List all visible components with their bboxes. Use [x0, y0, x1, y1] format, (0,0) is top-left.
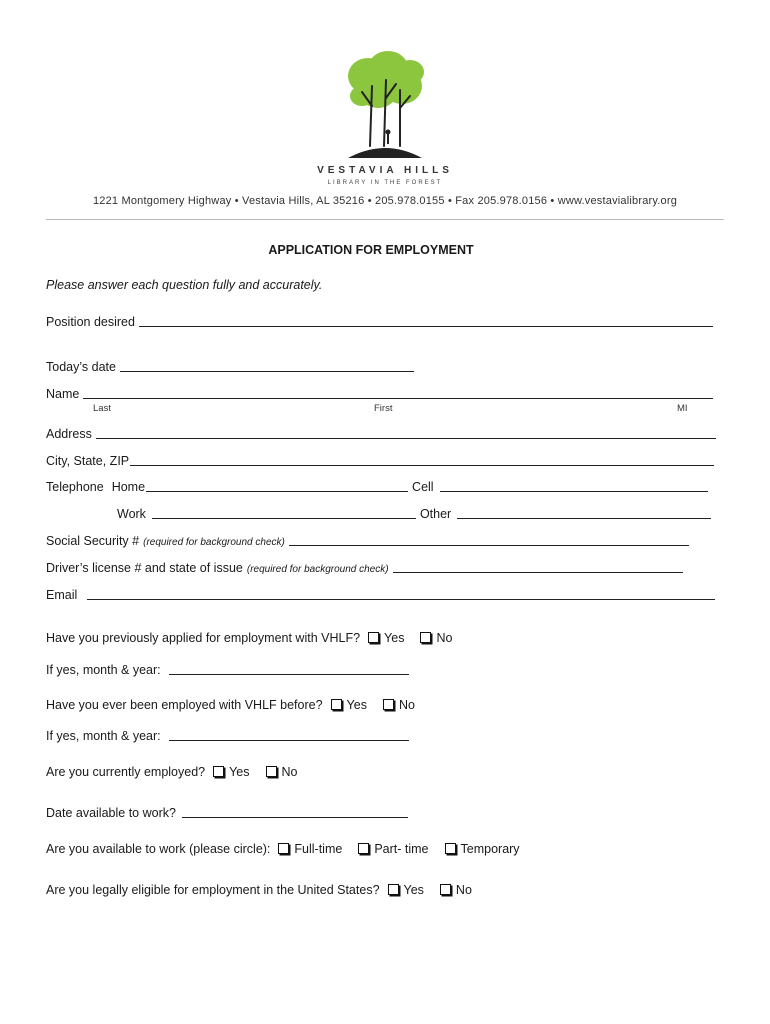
form-title: APPLICATION FOR EMPLOYMENT — [268, 243, 474, 257]
cell-phone-field[interactable] — [440, 478, 708, 492]
drivers-license-row — [46, 559, 683, 575]
cell-label: Cell — [412, 480, 434, 494]
name-first-caption: First — [374, 403, 393, 414]
eligible-yes-label: Yes — [403, 883, 424, 897]
employed-when-label: If yes, month & year: — [46, 729, 161, 743]
currently-employed-question — [46, 765, 306, 779]
today-date-field[interactable] — [120, 358, 414, 372]
availability-question — [46, 842, 528, 856]
employed-before-yes-checkbox[interactable] — [331, 699, 342, 710]
applied-before-yes-checkbox[interactable] — [368, 632, 379, 643]
applied-before-no-label: No — [436, 631, 453, 645]
applied-before-no-checkbox[interactable] — [420, 632, 431, 643]
full-time-label: Full-time — [294, 842, 343, 856]
part-time-checkbox[interactable] — [358, 843, 369, 854]
work-label: Work — [117, 507, 146, 521]
currently-employed-yes-checkbox[interactable] — [213, 766, 224, 777]
email-row — [46, 586, 715, 602]
address-row — [46, 425, 716, 441]
email-label: Email — [46, 588, 78, 602]
drivers-license-note: (required for background check) — [246, 564, 389, 575]
brand-tagline: LIBRARY IN THE FOREST — [327, 180, 443, 186]
applied-when-label: If yes, month & year: — [46, 663, 161, 677]
date-available-label: Date available to work? — [46, 806, 176, 820]
applied-before-yes-label: Yes — [384, 631, 405, 645]
address-label: Address — [46, 427, 92, 441]
brand-name: VESTAVIA HILLS — [317, 165, 453, 176]
employed-before-question — [46, 698, 423, 712]
position-field[interactable] — [139, 313, 713, 327]
ssn-field[interactable] — [289, 532, 689, 546]
name-row — [46, 385, 713, 401]
name-last-caption: Last — [93, 403, 111, 414]
other-phone-field[interactable] — [457, 505, 711, 519]
other-label: Other — [419, 507, 452, 521]
name-field[interactable] — [83, 385, 713, 399]
applied-before-label: Have you previously applied for employment with VHLF? — [46, 631, 361, 645]
drivers-license-field[interactable] — [393, 559, 683, 573]
currently-employed-no-label: No — [281, 765, 298, 779]
eligible-no-label: No — [455, 883, 472, 897]
ssn-note: (required for background check) — [143, 537, 285, 548]
home-label: Home — [111, 480, 146, 494]
city-state-zip-row — [46, 452, 714, 468]
eligible-question — [46, 883, 480, 897]
drivers-license-label: Driver’s license # and state of issue — [46, 561, 243, 575]
city-state-zip-label: City, State, ZIP — [46, 454, 130, 468]
eligible-yes-checkbox[interactable] — [388, 884, 399, 895]
availability-label: Are you available to work (please circle): — [46, 842, 271, 856]
employed-before-no-checkbox[interactable] — [383, 699, 394, 710]
currently-employed-no-checkbox[interactable] — [266, 766, 277, 777]
part-time-label: Part- time — [374, 842, 429, 856]
applied-when-row — [46, 661, 409, 677]
form-instructions: Please answer each question fully and accurately. — [46, 278, 323, 292]
ssn-row — [46, 532, 689, 548]
date-available-row — [46, 804, 408, 820]
currently-employed-label: Are you currently employed? — [46, 765, 206, 779]
today-date-label: Today’s date — [46, 360, 116, 374]
eligible-no-checkbox[interactable] — [440, 884, 451, 895]
telephone-home-row — [46, 478, 708, 494]
position-label: Position desired — [46, 315, 135, 329]
position-row — [46, 313, 713, 329]
employed-when-field[interactable] — [169, 727, 409, 741]
home-phone-field[interactable] — [146, 478, 408, 492]
temporary-label: Temporary — [460, 842, 520, 856]
header-divider — [46, 219, 724, 220]
telephone-work-row — [117, 505, 711, 521]
address-field[interactable] — [96, 425, 716, 439]
full-time-checkbox[interactable] — [278, 843, 289, 854]
eligible-label: Are you legally eligible for employment in the United States? — [46, 883, 380, 897]
applied-before-question — [46, 631, 460, 645]
name-label: Name — [46, 387, 80, 401]
employed-before-yes-label: Yes — [346, 698, 367, 712]
employed-before-label: Have you ever been employed with VHLF before? — [46, 698, 323, 712]
email-field[interactable] — [87, 586, 715, 600]
currently-employed-yes-label: Yes — [229, 765, 250, 779]
applied-when-field[interactable] — [169, 661, 409, 675]
name-mi-caption: MI — [677, 403, 688, 414]
date-available-field[interactable] — [182, 804, 408, 818]
temporary-checkbox[interactable] — [445, 843, 456, 854]
work-phone-field[interactable] — [152, 505, 416, 519]
employed-when-row — [46, 727, 409, 743]
city-state-zip-field[interactable] — [130, 452, 714, 466]
employed-before-no-label: No — [398, 698, 415, 712]
ssn-label: Social Security # — [46, 534, 140, 548]
telephone-label: Telephone — [46, 480, 104, 494]
today-date-row — [46, 358, 414, 374]
trees-logo-icon — [340, 46, 430, 164]
contact-line: 1221 Montgomery Highway • Vestavia Hills, AL 35216 • 205.978.0155 • Fax 205.978.0156 • www.vestavialibrary.org — [92, 195, 678, 207]
